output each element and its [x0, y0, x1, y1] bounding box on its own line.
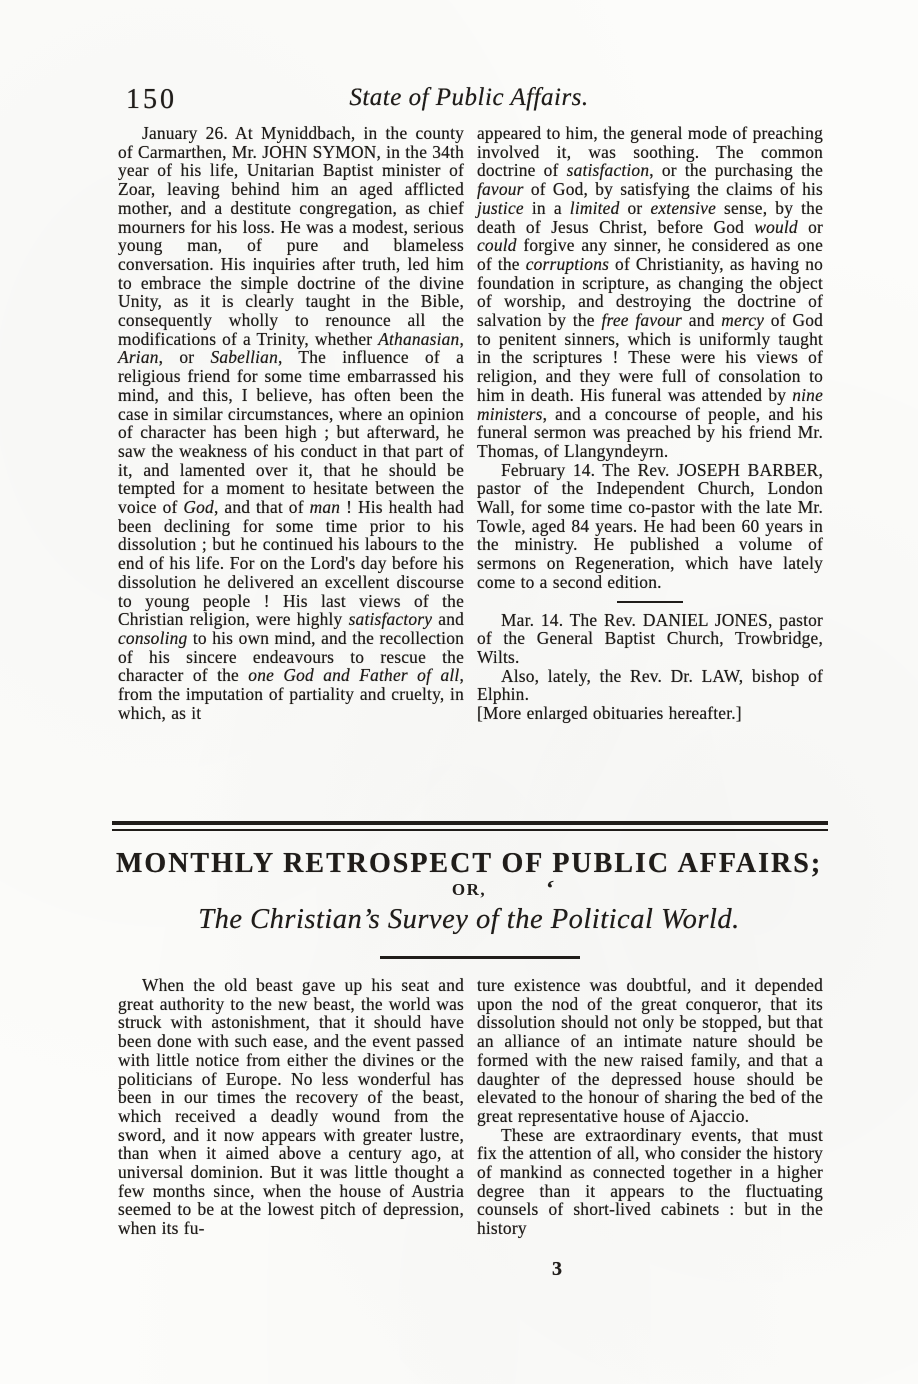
paragraph: [More enlarged obituaries hereafter.]: [477, 703, 742, 724]
obituary-right-bottom: [477, 611, 823, 723]
paragraph: Also, lately, the Rev. Dr. LAW, bishop of Elphin.: [477, 665, 823, 705]
section-rule-short: [617, 601, 683, 603]
or-label: OR,: [451, 880, 487, 899]
page-number: 150: [126, 84, 177, 115]
paragraph: ture existence was doubtful, and it depended upon the nod of the great conqueror, that its dissolution should not only be stopped, but that an alliance of an intimate nature should be formed with the new raised family, and that a daughter of the depressed house should be elevated to the honour of sharing the bed of the great representative house of Ajaccio.: [477, 975, 823, 1126]
signature-mark: 3: [552, 1258, 562, 1280]
paragraph: These are extraordinary events, that must fix the attention of all, who consider the history of mankind as connected together in a higher degree than it appears to the fluctuating counsels of short-lived cabinets : but in the history: [477, 1124, 823, 1239]
retrospect-column-right: [477, 976, 823, 1238]
paragraph: When the old beast gave up his seat and great authority to the new beast, the world was struck with astonishment, that it should have been done with such ease, and the event passed with little notice from either the divines or the politicians of Europe. No less wonderful has been in our times the recovery of the beast, which received a deadly wound from the sword, and it now appears with greater lustre, than when it aimed above a century ago, at universal dominion. But it was little thought a few months since, when the house of Austria seemed to be at the lowest pitch of depression, when its fu-: [118, 975, 464, 1239]
double-rule-divider: [112, 821, 828, 831]
ink-mark: ‘: [542, 875, 556, 903]
paragraph: Mar. 14. The Rev. DANIEL JONES, pastor of the General Baptist Church, Trowbridge, Wilts.: [477, 609, 823, 667]
running-title: State of Public Affairs.: [349, 84, 589, 111]
paragraph: appeared to him, the general mode of preaching involved it, was soothing. The common doctrine of satisfaction, or the purchasing the favour of God, by satisfying the claims of his justice in a limited or extensive sense, by the death of Jesus Christ, before God would or could forgive any sinner, he considered as one of the corruptions of Christianity, as having no foundation in scripture, as changing the object of worship, and destroying the doctrine of salvation by the free favour and mercy of God to penitent sinners, which is uniformly taught in the scriptures ! These were his views of religion, and they were full of consolation to him in death. His funeral was attended by nine ministers, and a concourse of people, and his funeral sermon was preached by his friend Mr. Thomas, of Llangyndeyrn.: [477, 123, 824, 461]
subtitle-rule: [380, 956, 580, 959]
retrospect-column-left: [118, 976, 464, 1238]
obituary-column-left: [118, 124, 464, 824]
section-subtitle: The Christian’s Survey of the Political World.: [198, 904, 740, 935]
obituary-column-right: [477, 124, 823, 824]
paragraph: January 26. At Myniddbach, in the county of Carmarthen, Mr. JOHN SYMON, in the 34th year of his life, Unitarian Baptist minister of Zoar, leaving behind him an aged afflicted mother, and a destitute congregation, as chief mourners for his loss. He was a modest, serious young man, of pure and blameless conversation. His inquiries after truth, led him to embrace the simple doctrine of the divine Unity, as it is clearly taught in the Bible, consequently wholly to renounce all the modifications of a Trinity, whether Athanasian, Arian, or Sabellian, The influence of a religious friend for some time embarrassed his mind, and this, I believe, has often been the case in similar circumstances, where an opinion of character has been high ; but afterward, he saw the weakness of his conduct in that part of it, and lamented over it, that he should be tempted for a moment to hesitate between the voice of God, and that of man ! His health had been declining for some time prior to his dissolution ; but he continued his labours to the end of his life. For on the Lord's day before his dissolution he delivered an excellent discourse to young people ! His last views of the Christian religion, were highly satisfactory and consoling to his own mind, and the recollection of his sincere endeavours to rescue the character of the one God and Father of all, from the imputation of partiality and cruelty, in which, as it: [118, 123, 465, 723]
obituary-right-top: [477, 124, 823, 592]
paragraph: February 14. The Rev. JOSEPH BARBER, pastor of the Independent Church, London Wall, for some time co-pastor with the late Mr. Towle, aged 84 years. He had been 60 years in the ministry. He published a volume of sermons on Regeneration, which have lately come to a second edition.: [477, 459, 823, 592]
section-title: MONTHLY RETROSPECT OF PUBLIC AFFAIRS;: [116, 848, 823, 879]
